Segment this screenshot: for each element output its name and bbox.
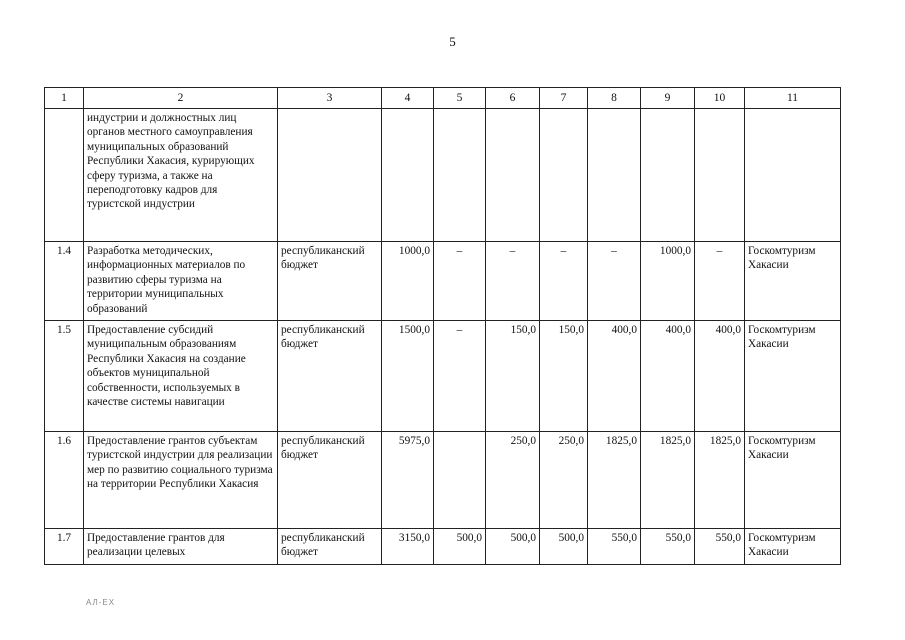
cell-total: 3150,0 bbox=[382, 529, 434, 565]
table-row-continuation bbox=[45, 109, 841, 242]
header-cell: 5 bbox=[434, 88, 486, 109]
cell-year: 1825,0 bbox=[641, 432, 695, 529]
cell-name: Предоставление субсидий муниципальным образованиям Республики Хакасия на создание объектов муниципальной собственности, используемых в качестве системы навигации bbox=[84, 321, 278, 432]
table-header-row bbox=[45, 88, 841, 109]
cell-year: – bbox=[588, 242, 641, 321]
cell-year bbox=[434, 432, 486, 529]
cell-year: 550,0 bbox=[695, 529, 745, 565]
cell-num: 1.7 bbox=[45, 529, 84, 565]
cell-total: 1000,0 bbox=[382, 242, 434, 321]
cell-year: 500,0 bbox=[434, 529, 486, 565]
cell-source: республиканский бюджет bbox=[278, 432, 382, 529]
cell-year bbox=[486, 109, 540, 242]
cell-executor bbox=[745, 109, 841, 242]
cell-year: 150,0 bbox=[540, 321, 588, 432]
cell-year: – bbox=[434, 321, 486, 432]
table-row bbox=[45, 432, 841, 529]
header-cell: 1 bbox=[45, 88, 84, 109]
header-cell: 8 bbox=[588, 88, 641, 109]
cell-source bbox=[278, 109, 382, 242]
cell-year: 1000,0 bbox=[641, 242, 695, 321]
cell-total: 1500,0 bbox=[382, 321, 434, 432]
cell-year: 550,0 bbox=[641, 529, 695, 565]
cell-year: – bbox=[434, 242, 486, 321]
header-cell: 2 bbox=[84, 88, 278, 109]
cell-year bbox=[588, 109, 641, 242]
cell-name: индустрии и должностных лиц органов местного самоуправления муниципальных образований Республики Хакасия, курирующих сферу туризма, а также на переподготовку кадров для туристской индустрии bbox=[84, 109, 278, 242]
cell-source: республиканский бюджет bbox=[278, 529, 382, 565]
cell-total bbox=[382, 109, 434, 242]
cell-executor: Госкомтуризм Хакасии bbox=[745, 432, 841, 529]
cell-year: 500,0 bbox=[540, 529, 588, 565]
cell-year bbox=[641, 109, 695, 242]
cell-executor: Госкомтуризм Хакасии bbox=[745, 529, 841, 565]
header-cell: 6 bbox=[486, 88, 540, 109]
cell-year: 150,0 bbox=[486, 321, 540, 432]
header-cell: 3 bbox=[278, 88, 382, 109]
cell-year: – bbox=[540, 242, 588, 321]
table-row bbox=[45, 242, 841, 321]
cell-year: 1825,0 bbox=[588, 432, 641, 529]
header-cell: 10 bbox=[695, 88, 745, 109]
page-number: 5 bbox=[449, 34, 456, 49]
cell-source: республиканский бюджет bbox=[278, 321, 382, 432]
cell-name: Разработка методических, информационных материалов по развитию сферы туризма на территории муниципальных образований bbox=[84, 242, 278, 321]
cell-year: 550,0 bbox=[588, 529, 641, 565]
program-table bbox=[44, 87, 841, 565]
cell-num bbox=[45, 109, 84, 242]
cell-total: 5975,0 bbox=[382, 432, 434, 529]
header-cell: 7 bbox=[540, 88, 588, 109]
table-row bbox=[45, 529, 841, 565]
cell-name: Предоставление грантов субъектам туристской индустрии для реализации мер по развитию социального туризма на территории Республики Хакасия bbox=[84, 432, 278, 529]
table-row bbox=[45, 321, 841, 432]
cell-executor: Госкомтуризм Хакасии bbox=[745, 242, 841, 321]
cell-year: 250,0 bbox=[486, 432, 540, 529]
cell-year: – bbox=[695, 242, 745, 321]
cell-year bbox=[434, 109, 486, 242]
cell-year: 400,0 bbox=[588, 321, 641, 432]
cell-num: 1.6 bbox=[45, 432, 84, 529]
cell-year: 500,0 bbox=[486, 529, 540, 565]
cell-year bbox=[695, 109, 745, 242]
cell-year: – bbox=[486, 242, 540, 321]
cell-num: 1.5 bbox=[45, 321, 84, 432]
cell-year: 400,0 bbox=[695, 321, 745, 432]
footer-mark: АЛ-ЕХ bbox=[86, 598, 116, 607]
cell-name: Предоставление грантов для реализации целевых bbox=[84, 529, 278, 565]
cell-num: 1.4 bbox=[45, 242, 84, 321]
cell-year: 400,0 bbox=[641, 321, 695, 432]
cell-executor: Госкомтуризм Хакасии bbox=[745, 321, 841, 432]
cell-source: республиканский бюджет bbox=[278, 242, 382, 321]
cell-year: 1825,0 bbox=[695, 432, 745, 529]
header-cell: 4 bbox=[382, 88, 434, 109]
cell-year: 250,0 bbox=[540, 432, 588, 529]
header-cell: 11 bbox=[745, 88, 841, 109]
header-cell: 9 bbox=[641, 88, 695, 109]
cell-year bbox=[540, 109, 588, 242]
